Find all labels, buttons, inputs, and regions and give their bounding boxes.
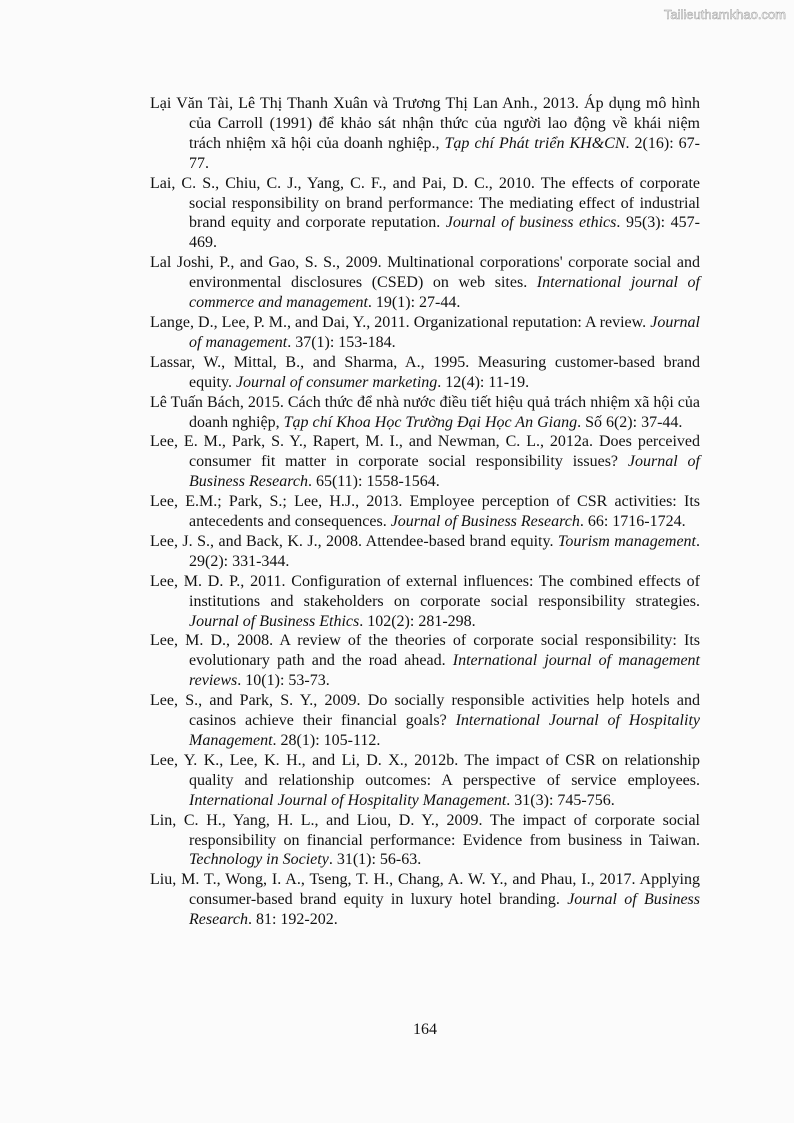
journal-title: Journal of Business Ethics	[189, 612, 360, 630]
reference-item: Lal Joshi, P., and Gao, S. S., 2009. Multinational corporations' corporate social and environmental disclosures (CSED) on web sites. International journal of commerce and management. 19(1): 27-44.	[150, 254, 701, 312]
journal-title: Technology in Society	[189, 851, 329, 869]
journal-title: Journal of management	[189, 313, 700, 351]
journal-title: Journal of Business Research	[189, 891, 701, 929]
journal-title: Journal of Business Research	[390, 513, 580, 531]
reference-item: Lee, Y. K., Lee, K. H., and Li, D. X., 2012b. The impact of CSR on relationship quality and relationship outcomes: A perspective of service employees. International Journal of Hospitality Management. 31(3): 745-756.	[150, 751, 700, 809]
journal-title: International journal of management reviews	[189, 652, 701, 690]
reference-item: Liu, M. T., Wong, I. A., Tseng, T. H., Chang, A. W. Y., and Phau, I., 2017. Applying consumer-based brand equity in luxury hotel branding. Journal of Business Research. 81: 192-202.	[150, 871, 701, 929]
reference-item: Lassar, W., Mittal, B., and Sharma, A., 1995. Measuring customer-based brand equity. Journal of consumer marketing. 12(4): 11-19.	[150, 353, 700, 391]
reference-item: Lee, E. M., Park, S. Y., Rapert, M. I., and Newman, C. L., 2012a. Does perceived consumer fit matter in corporate social responsibility issues? Journal of Business Research. 65(11): 1558-1564.	[150, 433, 700, 491]
reference-item: Lai, C. S., Chiu, C. J., Yang, C. F., and Pai, D. C., 2010. The effects of corporate social responsibility on brand performance: The mediating effect of industrial brand equity and corporate reputation. Journal of business ethics. 95(3): 457-469.	[150, 174, 701, 252]
reference-item: Lee, E.M.; Park, S.; Lee, H.J., 2013. Employee perception of CSR activities: Its antecedents and consequences. Journal of Business Research. 66: 1716-1724.	[150, 493, 700, 531]
journal-title: International Journal of Hospitality Management	[189, 791, 507, 809]
journal-title: Tạp chí Khoa Học Trường Đại Học An Giang	[283, 413, 578, 431]
journal-title: Journal of consumer marketing	[235, 373, 438, 391]
reference-item: Lee, J. S., and Back, K. J., 2008. Attendee-based brand equity. Tourism management. 29(2): 331-344.	[150, 532, 701, 570]
reference-item: Lee, M. D. P., 2011. Configuration of external influences: The combined effects of institutions and stakeholders on corporate social responsibility strategies. Journal of Business Ethics. 102(2): 281-298.	[150, 572, 700, 630]
journal-title: International journal of commerce and management	[189, 274, 701, 312]
journal-title: Tạp chí Phát triển KH&CN	[444, 134, 626, 152]
journal-title: Journal of Business Research	[189, 453, 700, 491]
reference-item: Lange, D., Lee, P. M., and Dai, Y., 2011. Organizational reputation: A review. Journal of management. 37(1): 153-184.	[150, 313, 700, 351]
reference-item: Lee, S., and Park, S. Y., 2009. Do socially responsible activities help hotels and casinos achieve their financial goals? International Journal of Hospitality Management. 28(1): 105-112.	[150, 692, 700, 749]
page-number: 164	[413, 1021, 437, 1038]
journal-title: Tourism management	[557, 532, 697, 550]
journal-title: Journal of business ethics	[445, 214, 617, 232]
reference-list	[150, 94, 700, 930]
watermark: Tailieuthamkhao.com	[663, 7, 786, 22]
reference-item: Lin, C. H., Yang, H. L., and Liou, D. Y., 2009. The impact of corporate social responsibility on financial performance: Evidence from business in Taiwan. Technology in Society. 31(1): 56-63.	[150, 811, 700, 869]
journal-title: International Journal of Hospitality Management	[189, 712, 700, 749]
reference-item: Lại Văn Tài, Lê Thị Thanh Xuân và Trương Thị Lan Anh., 2013. Áp dụng mô hình của Carroll (1991) để khảo sát nhận thức của người lao động về khái niệm trách nhiệm xã hội của doanh nghiệp., Tạp chí Phát triển KH&CN. 2(16): 67-77.	[150, 95, 701, 172]
reference-item: Lê Tuấn Bách, 2015. Cách thức để nhà nước điều tiết hiệu quả trách nhiệm xã hội của doanh nghiệp, Tạp chí Khoa Học Trường Đại Học An Giang. Số 6(2): 37-44.	[150, 393, 700, 431]
reference-item: Lee, M. D., 2008. A review of the theories of corporate social responsibility: Its evolutionary path and the road ahead. International journal of management reviews. 10(1): 53-73.	[150, 632, 701, 690]
